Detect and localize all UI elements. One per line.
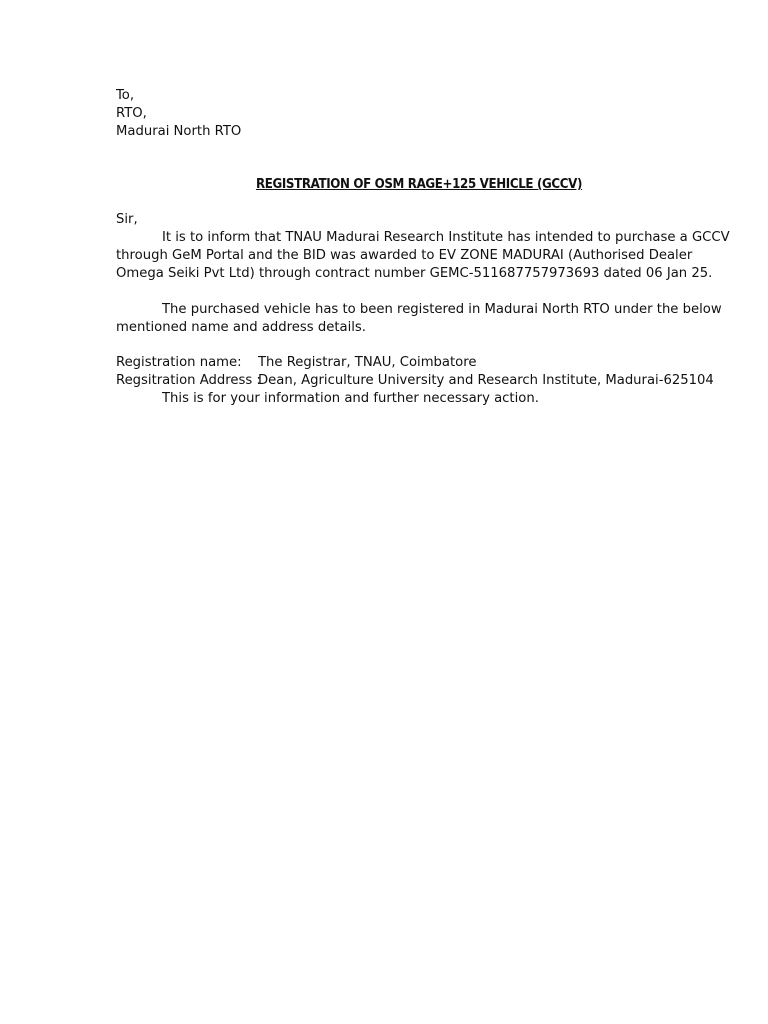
salutation: Sir, — [116, 212, 138, 227]
paragraph1-line2: through GeM Portal and the BID was awarded to EV ZONE MADURAI (Authorised Dealer — [116, 248, 693, 263]
subject-heading: REGISTRATION OF OSM RAGE+125 VEHICLE (GCCV) — [255, 177, 583, 192]
registration-name-value: The Registrar, TNAU, Coimbatore — [258, 355, 477, 370]
paragraph1-line3: Omega Seiki Pvt Ltd) through contract number GEMC-511687757973693 dated 06 Jan 25. — [116, 266, 713, 281]
paragraph2-line1: The purchased vehicle has to been registered in Madurai North RTO under the below — [162, 302, 722, 317]
registration-address-value: Dean, Agriculture University and Research Institute, Madurai-625104 — [258, 373, 714, 388]
registration-address-label: Regsitration Address : — [116, 373, 261, 388]
registration-name-label: Registration name: — [116, 355, 242, 370]
address-line-rto: RTO, — [116, 106, 147, 121]
address-line-to: To, — [116, 88, 135, 103]
address-line-office: Madurai North RTO — [116, 124, 242, 139]
paragraph2-line2: mentioned name and address details. — [116, 320, 366, 335]
closing-line: This is for your information and further necessary action. — [162, 391, 539, 406]
paragraph1-line1: It is to inform that TNAU Madurai Research Institute has intended to purchase a GCCV — [162, 230, 730, 245]
